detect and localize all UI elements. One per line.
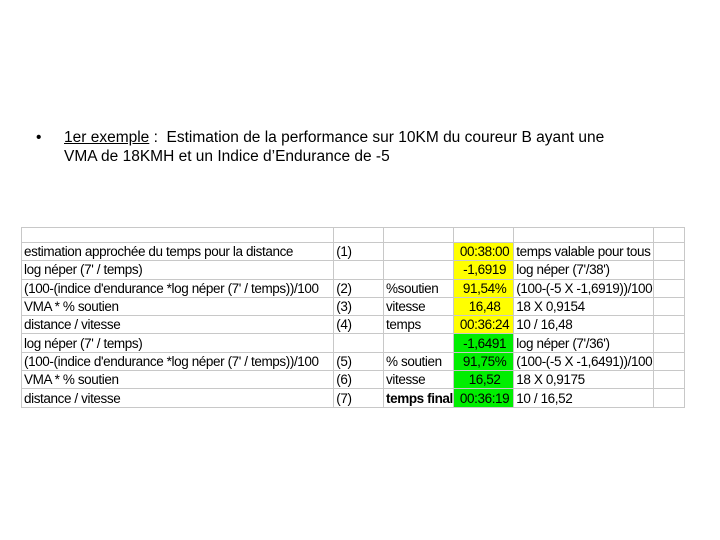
cell-quantity[interactable]: % soutien	[384, 352, 454, 370]
table-row	[22, 352, 685, 370]
calculation-table	[21, 227, 685, 408]
cell-value[interactable]: -1,6919	[453, 261, 513, 279]
cell-value[interactable]: 00:36:19	[453, 389, 513, 407]
spreadsheet	[21, 227, 685, 431]
cell-step-number[interactable]: (7)	[334, 389, 384, 407]
cell-empty[interactable]	[654, 389, 685, 407]
cell-label[interactable]: distance / vitesse	[22, 389, 334, 407]
cell-value[interactable]: 16,48	[453, 297, 513, 315]
bullet-marker: •	[36, 129, 42, 146]
cell-empty[interactable]	[654, 261, 685, 279]
cell-empty[interactable]	[654, 352, 685, 370]
cell-step-number[interactable]: (3)	[334, 297, 384, 315]
table-row	[22, 279, 685, 297]
spacer-row	[22, 228, 685, 243]
cell-quantity[interactable]	[384, 261, 454, 279]
bullet-text	[64, 128, 704, 166]
cell-value[interactable]: -1,6491	[453, 334, 513, 352]
cell-step-number[interactable]: (6)	[334, 371, 384, 389]
cell-quantity[interactable]: temps final	[384, 389, 454, 407]
cell-quantity[interactable]	[384, 243, 454, 261]
intro-line-2: VMA de 18KMH et un Indice d’Endurance de -5	[64, 148, 390, 165]
cell-label[interactable]: estimation approchée du temps pour la distance	[22, 243, 334, 261]
cell-quantity[interactable]: %soutien	[384, 279, 454, 297]
cell-label[interactable]: (100-(indice d'endurance *log néper (7' / temps))/100	[22, 279, 334, 297]
cell-step-number[interactable]	[334, 261, 384, 279]
cell-formula[interactable]: 18 X 0,9154	[514, 297, 654, 315]
cell-label[interactable]: log néper (7' / temps)	[22, 334, 334, 352]
cell-step-number[interactable]: (1)	[334, 243, 384, 261]
cell-step-number[interactable]: (4)	[334, 316, 384, 334]
cell-formula[interactable]: 10 / 16,52	[514, 389, 654, 407]
cell-formula[interactable]: 10 / 16,48	[514, 316, 654, 334]
cell-empty[interactable]	[654, 243, 685, 261]
table-row	[22, 334, 685, 352]
table-row	[22, 243, 685, 261]
cell-empty[interactable]	[654, 371, 685, 389]
cell-formula[interactable]: log néper (7'/36')	[514, 334, 654, 352]
cell-formula[interactable]: temps valable pour tous	[514, 243, 654, 261]
cell-label[interactable]: (100-(indice d'endurance *log néper (7' / temps))/100	[22, 352, 334, 370]
cell-label[interactable]: distance / vitesse	[22, 316, 334, 334]
cell-formula[interactable]: 18 X 0,9175	[514, 371, 654, 389]
cell-formula[interactable]: (100-(-5 X -1,6491))/100	[514, 352, 654, 370]
table-row	[22, 316, 685, 334]
cell-formula[interactable]: (100-(-5 X -1,6919))/100	[514, 279, 654, 297]
cell-empty[interactable]	[654, 279, 685, 297]
cell-value[interactable]: 16,52	[453, 371, 513, 389]
cell-step-number[interactable]: (2)	[334, 279, 384, 297]
cell-step-number[interactable]	[334, 334, 384, 352]
intro-line-1: : Estimation de la performance sur 10KM du coureur B ayant une	[149, 129, 605, 146]
cell-empty[interactable]	[654, 297, 685, 315]
cell-quantity[interactable]: temps	[384, 316, 454, 334]
cell-value[interactable]: 91,54%	[453, 279, 513, 297]
cell-quantity[interactable]: vitesse	[384, 371, 454, 389]
cell-value[interactable]: 00:38:00	[453, 243, 513, 261]
table-row	[22, 371, 685, 389]
cell-value[interactable]: 00:36:24	[453, 316, 513, 334]
cell-quantity[interactable]	[384, 334, 454, 352]
cell-value[interactable]: 91,75%	[453, 352, 513, 370]
cell-empty[interactable]	[654, 334, 685, 352]
cell-label[interactable]: log néper (7' / temps)	[22, 261, 334, 279]
table-row	[22, 389, 685, 407]
table-row	[22, 261, 685, 279]
cell-label[interactable]: VMA * % soutien	[22, 297, 334, 315]
table-row	[22, 297, 685, 315]
cell-quantity[interactable]: vitesse	[384, 297, 454, 315]
cell-formula[interactable]: log néper (7'/38')	[514, 261, 654, 279]
cell-label[interactable]: VMA * % soutien	[22, 371, 334, 389]
example-title: 1er exemple	[64, 129, 150, 146]
cell-empty[interactable]	[654, 316, 685, 334]
cell-step-number[interactable]: (5)	[334, 352, 384, 370]
